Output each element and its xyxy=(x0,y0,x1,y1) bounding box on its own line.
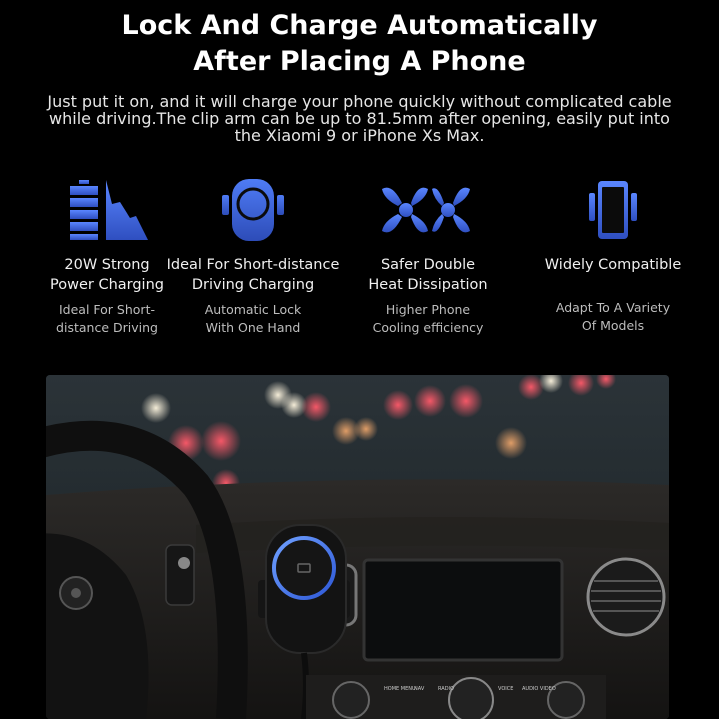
phone-icon xyxy=(523,176,703,244)
car-dashboard-with-wireless-charger-image xyxy=(46,375,669,719)
feature-subtitle-line-1: Higher Phone xyxy=(385,302,471,317)
feature-title-line-2: Driving Charging xyxy=(191,277,315,293)
feature-title xyxy=(523,255,703,275)
page-headline xyxy=(0,8,719,80)
feature-subtitle-line-1: Ideal For Short- xyxy=(59,302,155,317)
fan-icon xyxy=(338,176,518,244)
feature-subtitle xyxy=(163,301,343,336)
description-line-2: while driving.The clip arm can be up to 81.5mm after opening, easily put into xyxy=(49,109,670,128)
feature-title-line-1: Safer Double xyxy=(380,257,476,273)
feature-short-distance xyxy=(163,176,343,336)
feature-subtitle-line-1: Adapt To A Variety xyxy=(555,300,671,315)
feature-subtitle xyxy=(338,301,518,336)
feature-title xyxy=(338,255,518,295)
dash-button-audio-video: AUDIO VIDEO xyxy=(522,686,556,692)
page-description xyxy=(30,93,689,144)
car-mount-icon xyxy=(163,176,343,244)
feature-subtitle-line-2: distance Driving xyxy=(56,319,158,335)
feature-title-line-2: Power Charging xyxy=(50,277,164,293)
dash-button-nav: NAV xyxy=(414,686,425,692)
feature-subtitle-line-2: With One Hand xyxy=(205,319,301,335)
description-line-1: Just put it on, and it will charge your phone quickly without complicated cable xyxy=(47,92,672,111)
dash-button-voice: VOICE xyxy=(498,686,514,692)
dash-button-home-menu: HOME MENU xyxy=(384,686,416,692)
feature-subtitle-line-1: Automatic Lock xyxy=(204,302,302,317)
feature-title-line-2: Heat Dissipation xyxy=(368,277,488,293)
feature-subtitle-line-2: Of Models xyxy=(581,317,645,333)
feature-subtitle xyxy=(523,299,703,334)
description-line-3: the Xiaomi 9 or iPhone Xs Max. xyxy=(234,126,485,145)
feature-subtitle-line-2: Cooling efficiency xyxy=(372,319,484,335)
features-row xyxy=(0,176,719,341)
headline-line-2: After Placing A Phone xyxy=(193,46,526,77)
feature-compatibility xyxy=(523,176,703,334)
feature-heat-dissipation xyxy=(338,176,518,336)
feature-title-line-1: Widely Compatible xyxy=(544,257,682,273)
dash-button-radio: RADIO xyxy=(438,686,454,692)
feature-title-line-1: Ideal For Short-distance xyxy=(166,257,340,273)
feature-title xyxy=(163,255,343,295)
feature-title-line-1: 20W Strong xyxy=(64,257,150,273)
headline-line-1: Lock And Charge Automatically xyxy=(121,10,598,41)
